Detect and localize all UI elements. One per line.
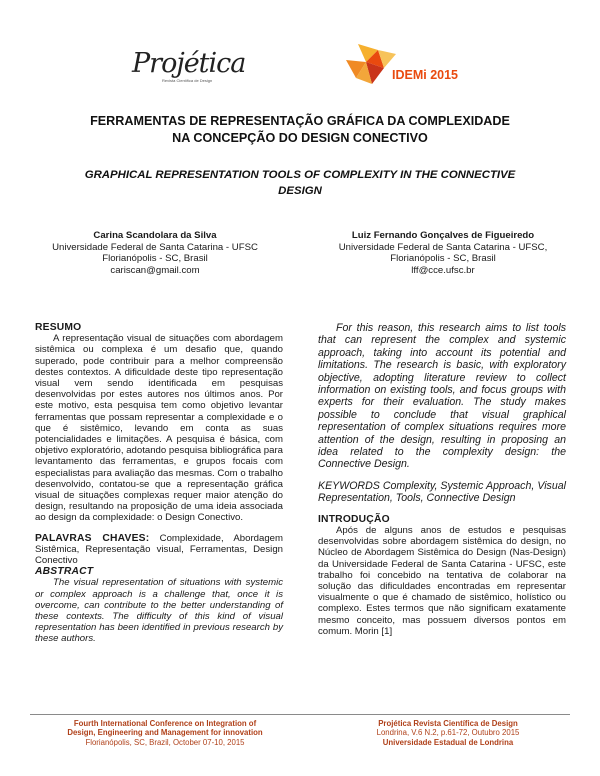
author-block-1 — [24, 230, 286, 276]
keywords-text: Complexity, Systemic Approach, Visual Representation, Tools, Connective Design — [318, 479, 566, 505]
keywords-en — [318, 480, 566, 505]
author-location: Florianópolis - SC, Brasil — [102, 253, 208, 264]
paper-title-line1: FERRAMENTAS DE REPRESENTAÇÃO GRÁFICA DA COMPLEXIDADE — [90, 114, 510, 128]
author-name: Luiz Fernando Gonçalves de Figueiredo — [351, 230, 535, 241]
palavras-label: PALAVRAS CHAVES: — [35, 532, 150, 544]
abstract-heading: ABSTRACT — [35, 566, 94, 578]
projetica-logo-tagline: Revista Científica de Design — [162, 78, 213, 83]
paper-title-line2: NA CONCEPÇÃO DO DESIGN CONECTIVO — [172, 130, 428, 145]
footer-divider — [30, 714, 570, 715]
abstract-text: The visual representation of situations with systemic or complex approach is a challenge that, once it is overcome, can contribute to the better understanding of these contexts. The difficulty of this kind of visual representation has been identified in previous research by these authors. — [35, 577, 283, 645]
footer-conference — [40, 719, 290, 747]
idemi-logo — [336, 40, 466, 92]
introducao-text: Após de alguns anos de estudos e pesquisas desenvolvidas sobre abordagem sistêmica do design, no Núcleo de Abordagem Sistêmica do Design (Nas-Design) da Universidade Federal de Santa Catarina - UFSC, este trabalho foi concebido na tentativa de colaborar na solução das dificuldades encontradas em representar visualmente o que é chamado de sistêmico, holístico ou complexo. Estes termos que não significam exatamente mesmo conceito, mas possuem diversos pontos em comum. Morin [1] — [318, 524, 566, 637]
paper-subtitle — [20, 167, 580, 199]
introducao-heading: INTRODUÇÃO — [318, 513, 390, 525]
footer-conference-line2: Design, Engineering and Management for innovation — [67, 728, 263, 738]
author-location: Florianópolis - SC, Brasil — [390, 253, 496, 264]
right-column — [318, 322, 566, 637]
left-column — [35, 322, 283, 645]
paper-subtitle-line2: DESIGN — [278, 185, 322, 197]
footer-journal — [338, 719, 558, 747]
author-affiliation: Universidade Federal de Santa Catarina - UFSC, — [338, 241, 548, 253]
abstract-text-continued: For this reason, this research aims to list tools that can represent the complex and systemic approach, taking into account its potential and limitations. The research is basic, with exploratory objective, adopting literature review to collect information on existing tools, and focus groups with experts for their evaluation. The study makes possible to conclude that visual graphical representation of complex situations requires more attention of the design, resulting in proposing an idea related to the complexity design: the Connective Design. — [318, 322, 566, 471]
paper-title — [20, 113, 580, 146]
resumo-text: A representação visual de situações com abordagem sistêmica ou complexa é um desafio que, quando superado, pode contribuir para a melhor compreensão destes contextos. A dificuldade deste tipo representação visual vem sendo identificada em pesquisas desenvolvidas por estes autores nos últimos anos. Por este motivo, esta pesquisa tem como objetivo levantar ferramentas que possam representar a complexidade e o que é sistêmico, levando em conta as suas potencialidades e limitações. A pesquisa é básica, com objetivo exploratório, adotando pesquisa bibliográfica para levantamento das ferramentas, e grupos focais com especialistas para avaliação das mesmas. Com o trabalho desenvolvido, contatou-se que a representação gráfica visual de situações complexas requer maior atenção do design, resultando na proposição de uma ideia associada ao design da complexidade: o Design Conectivo. — [35, 333, 284, 524]
resumo-heading: RESUMO — [35, 322, 82, 333]
keywords-label: KEYWORDS — [318, 479, 380, 492]
author-email[interactable]: lff@cce.ufsc.br — [411, 264, 475, 276]
author-name: Carina Scandolara da Silva — [93, 230, 217, 241]
footer-conference-line3: Florianópolis, SC, Brazil, October 07-10, 2015 — [85, 737, 245, 747]
author-block-2 — [312, 230, 574, 276]
palavras-text: Complexidade, Abordagem Sistêmica, Representação visual, Ferramentas, Design Conectivo — [35, 532, 283, 567]
author-email[interactable]: cariscan@gmail.com — [110, 264, 200, 276]
idemi-logo-text: IDEMi 2015 — [392, 68, 459, 82]
author-affiliation: Universidade Federal de Santa Catarina - UFSC — [52, 241, 258, 253]
idemi-logo-mark — [336, 40, 466, 92]
footer-journal-line3: Universidade Estadual de Londrina — [382, 737, 514, 747]
footer-journal-line1: Projética Revista Científica de Design — [378, 719, 518, 728]
projetica-logo — [132, 48, 246, 92]
footer-journal-line2: Londrina, V.6 N.2, p.61-72, Outubro 2015 — [376, 728, 520, 738]
projetica-logo-text: Projética — [132, 48, 246, 79]
paper-subtitle-line1: GRAPHICAL REPRESENTATION TOOLS OF COMPLEXITY IN THE CONNECTIVE — [84, 169, 516, 181]
palavras-chaves — [35, 533, 283, 567]
footer-conference-line1: Fourth International Conference on Integration of — [73, 719, 257, 728]
